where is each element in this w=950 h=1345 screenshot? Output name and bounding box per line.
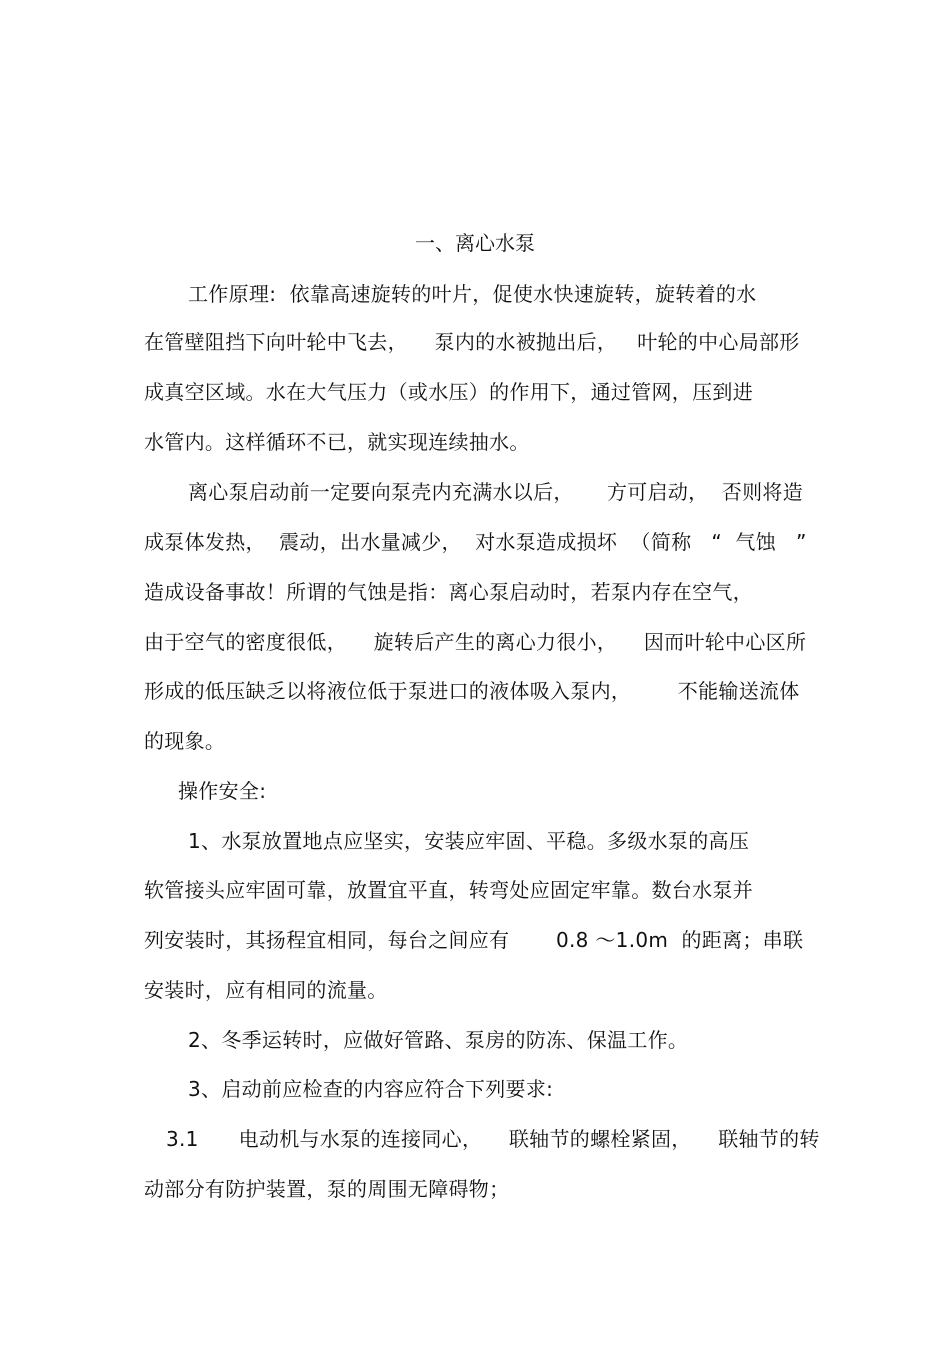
paragraph-line: 形成的低压缺乏以将液位低于泵进口的液体吸入泵内， 不能输送流体 <box>144 679 800 703</box>
paragraph-line: 2、冬季运转时，应做好管路、泵房的防冻、保温工作。 <box>188 1028 689 1052</box>
paragraph-line: 水管内。这样循环不已，就实现连续抽水。 <box>144 430 530 454</box>
paragraph-line: 软管接头应牢固可靠，放置宜平直，转弯处应固定牢靠。数台水泵并 <box>144 878 753 902</box>
paragraph-line: 3.1 电动机与水泵的连接同心， 联轴节的螺栓紧固， 联轴节的转 <box>166 1127 820 1151</box>
paragraph-line: 造成设备事故！所谓的气蚀是指：离心泵启动时，若泵内存在空气， <box>144 580 753 604</box>
paragraph-line: 1、水泵放置地点应坚实，安装应牢固、平稳。多级水泵的高压 <box>188 829 750 853</box>
paragraph-line: 安装时，应有相同的流量。 <box>144 978 388 1002</box>
paragraph-line: 在管壁阻挡下向叶轮中飞去， 泵内的水被抛出后， 叶轮的中心局部形 <box>144 330 800 354</box>
section-heading: 操作安全: <box>178 779 267 803</box>
paragraph-line: 列安装时，其扬程宜相同，每台之间应有 0.8 ～1.0m 的距离；串联 <box>144 928 804 952</box>
paragraph-line: 工作原理: 依靠高速旋转的叶片，促使水快速旋转，旋转着的水 <box>188 282 757 306</box>
paragraph-line: 3、启动前应检查的内容应符合下列要求: <box>188 1077 554 1101</box>
paragraph-line: 成真空区域。水在大气压力（或水压）的作用下，通过管网，压到进 <box>144 380 753 404</box>
paragraph-line: 成泵体发热， 震动，出水量减少， 对水泵造成损坏 （简称 “ 气蚀 ” <box>144 530 807 554</box>
paragraph-line: 由于空气的密度很低， 旋转后产生的离心力很小， 因而叶轮中心区所 <box>144 630 807 654</box>
paragraph-line: 离心泵启动前一定要向泵壳内充满水以后， 方可启动， 否则将造 <box>188 480 804 504</box>
page-title: 一、离心水泵 <box>415 231 535 255</box>
paragraph-line: 的现象。 <box>144 729 226 753</box>
paragraph-line: 动部分有防护装置，泵的周围无障碍物； <box>144 1177 510 1201</box>
